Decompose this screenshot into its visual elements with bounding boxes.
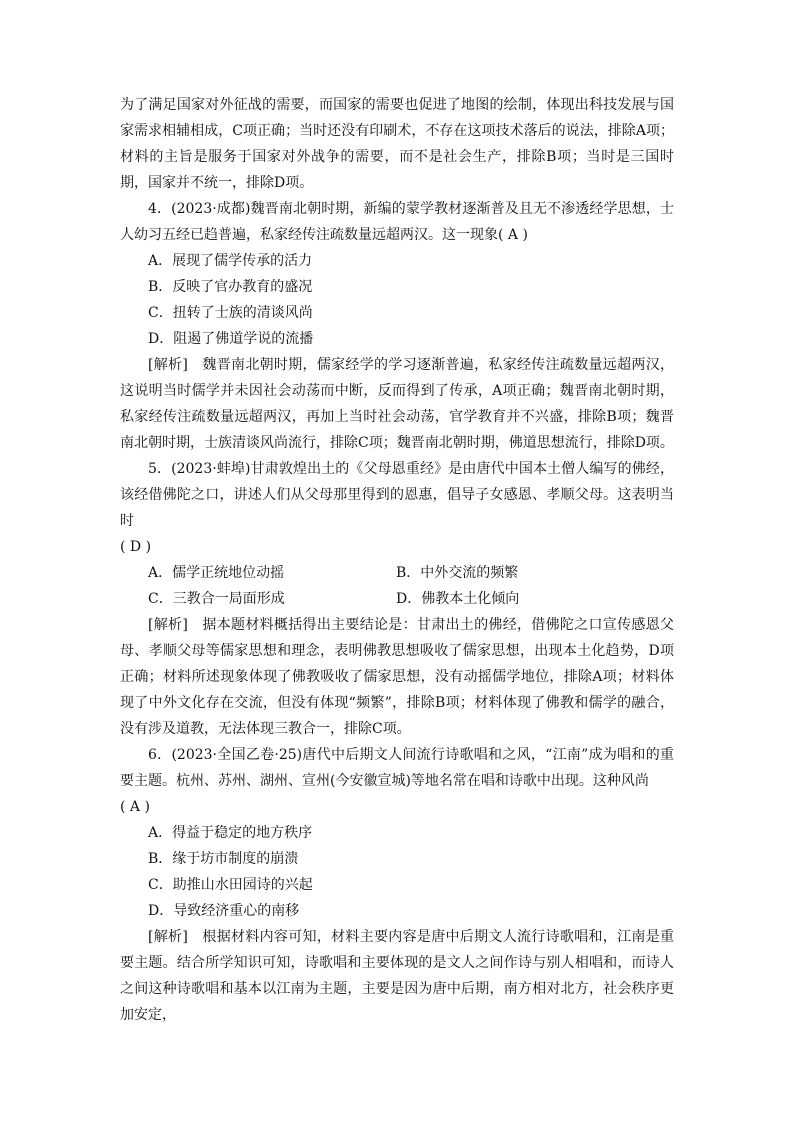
question-6-option-b: B．缘于坊市制度的崩溃: [148, 851, 299, 867]
question-4-option-a: A．展现了儒学传承的活力: [148, 253, 313, 269]
question-6-answer: ( A ): [120, 799, 150, 815]
question-6-option-d: D．导致经济重心的南移: [148, 903, 300, 919]
question-5-analysis: [解析] 据本题材料概括得出主要结论是：甘肃出土的佛经，借佛陀之口宣传感恩父母、孝顺父母等儒家思想和理念，表明佛教思想吸收了儒家思想，出现本土化趋势，D项正确；材料所述现象体现了佛教吸收了儒家思想，没有动摇儒学地位，排除A项；材料体现了中外文化存在交流，但没有体现“频繁”，排除B项；材料体现了佛教和儒学的融合，没有涉及道教，无法体现三教合一，排除C项。: [120, 617, 674, 737]
question-4-analysis: [解析] 魏晋南北朝时期，儒家经学的学习逐渐普遍，私家经传注疏数量远超两汉，这说明当时儒学并未因社会动荡而中断，反而得到了传承，A项正确；魏晋南北朝时期，私家经传注疏数量远超两汉，再加上当时社会动荡，官学教育并不兴盛，排除B项；魏晋南北朝时期，士族清谈风尚流行，排除C项；魏晋南北朝时期，佛道思想流行，排除D项。: [120, 357, 674, 451]
question-5-options: [120, 560, 674, 612]
question-6-options: [120, 820, 674, 924]
question-6-option-a: A．得益于稳定的地方秩序: [148, 825, 313, 841]
question-4-options: [120, 248, 674, 352]
question-5: [120, 456, 674, 742]
previous-analysis-continuation: 为了满足国家对外征战的需要，而国家的需要也促进了地图的绘制，体现出科技发展与国家需求相辅相成，C项正确；当时还没有印刷术，不存在这项技术落后的说法，排除A项；材料的主旨是服务于国家对外战争的需要，而不是社会生产，排除B项；当时是三国时期，国家并不统一，排除D项。: [120, 97, 674, 191]
question-6-analysis: [解析] 根据材料内容可知，材料主要内容是唐中后期文人流行诗歌唱和，江南是重要主题。结合所学知识可知，诗歌唱和主要体现的是文人之间作诗与别人相唱和，而诗人之间这种诗歌唱和基本以江南为主题，主要是因为唐中后期，南方相对北方，社会秩序更加安定，: [120, 929, 674, 1023]
page-content: [120, 92, 674, 1028]
question-6-stem: 6．(2023·全国乙卷·25)唐代中后期文人间流行诗歌唱和之风，“江南”成为唱和的重要主题。杭州、苏州、湖州、宣州(今安徽宣城)等地名常在唱和诗歌中出现。这种风尚: [120, 747, 674, 789]
question-5-option-c: C．三教合一局面形成: [148, 591, 285, 607]
question-6: [120, 742, 674, 1028]
question-4-stem: 4．(2023·成都)魏晋南北朝时期，新编的蒙学教材逐渐普及且无不渗透经学思想，士人幼习五经已趋普遍，私家经传注疏数量远超两汉。这一现象( A ): [120, 201, 674, 243]
question-5-answer: ( D ): [120, 539, 152, 555]
question-5-stem: 5．(2023·蚌埠)甘肃敦煌出土的《父母恩重经》是由唐代中国本土僧人编写的佛经，该经借佛陀之口，讲述人们从父母那里得到的恩惠，倡导子女感恩、孝顺父母。这表明当时: [120, 461, 674, 529]
question-6-option-c: C．助推山水田园诗的兴起: [148, 877, 313, 893]
question-5-option-d: D．佛教本土化倾向: [396, 591, 520, 607]
question-4: [120, 196, 674, 456]
question-5-option-a: A．儒学正统地位动摇: [148, 565, 285, 581]
question-5-option-b: B．中外交流的频繁: [396, 565, 519, 581]
question-4-option-d: D．阻遏了佛道学说的流播: [148, 331, 314, 347]
question-4-option-b: B．反映了官办教育的盛况: [148, 279, 313, 295]
question-4-option-c: C．扭转了士族的清谈风尚: [148, 305, 313, 321]
